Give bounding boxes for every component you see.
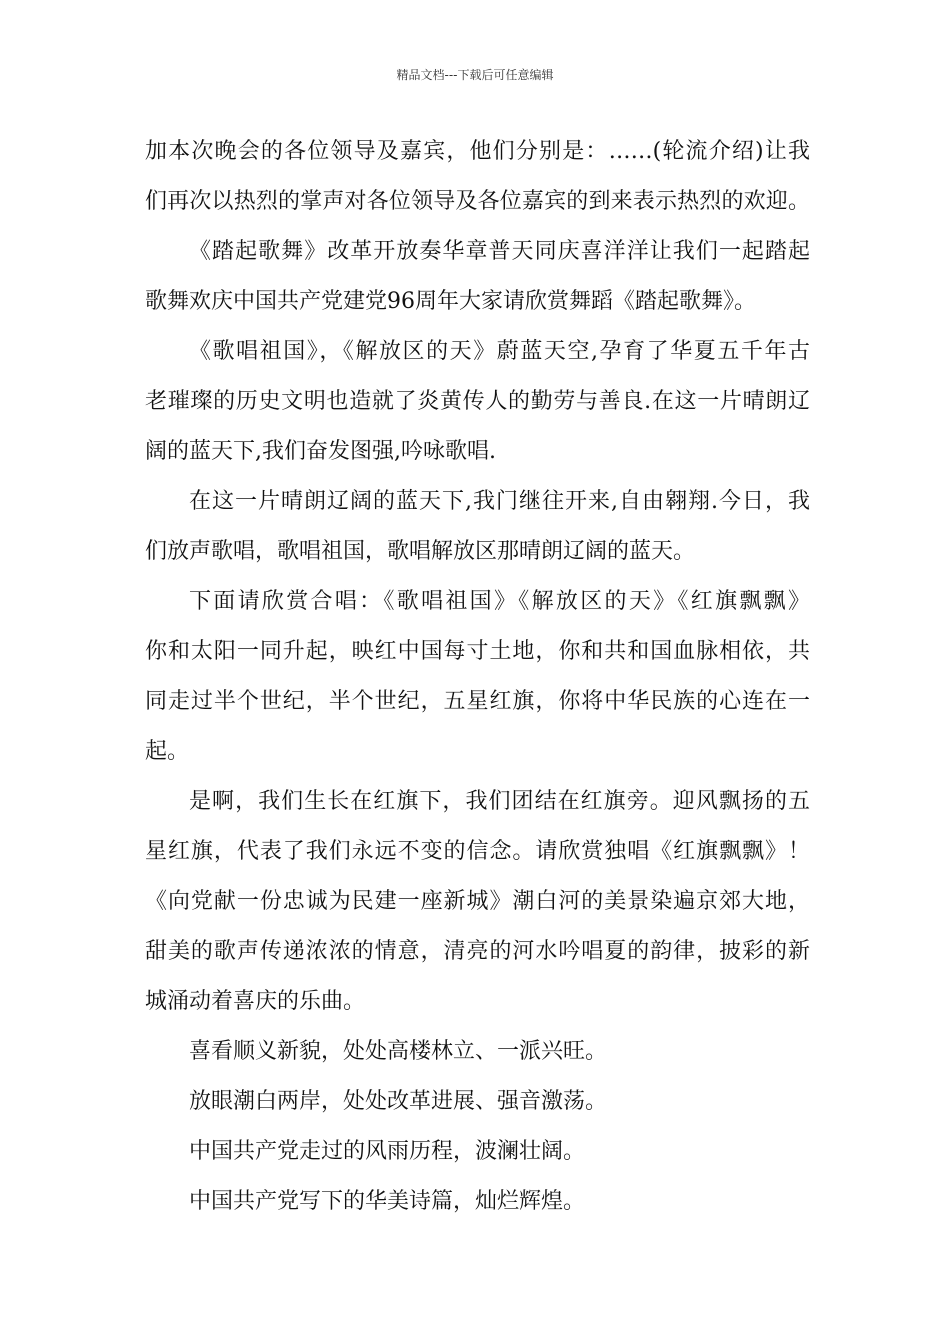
text-line: 歌舞欢庆中国共产党建党96周年大家请欣赏舞蹈《踏起歌舞》。 xyxy=(145,289,756,314)
text-line: 老璀璨的历史文明也造就了炎黄传人的勤劳与善良.在这一片晴朗辽 xyxy=(145,389,810,414)
paragraph-first-line: 是啊，我们生长在红旗下，我们团结在红旗旁。迎风飘扬的五 xyxy=(189,789,810,814)
document-body xyxy=(145,132,810,1232)
text-line: 《向党献一份忠诚为民建一座新城》潮白河的美景染遍京郊大地， xyxy=(145,889,810,914)
text-line: 甜美的歌声传递浓浓的情意，清亮的河水吟唱夏的韵律，披彩的新 xyxy=(145,939,810,964)
paragraph-first-line: 放眼潮白两岸，处处改革进展、强音激荡。 xyxy=(189,1089,608,1114)
paragraph-first-line: 中国共产党走过的风雨历程，波澜壮阔。 xyxy=(189,1139,586,1164)
text-line: 同走过半个世纪，半个世纪，五星红旗，你将中华民族的心连在一 xyxy=(145,689,810,714)
text-line: 们再次以热烈的掌声对各位领导及各位嘉宾的到来表示热烈的欢迎。 xyxy=(145,189,810,214)
paragraph-first-line: 《歌唱祖国》，《解放区的天》蔚蓝天空,孕育了华夏五千年古 xyxy=(189,339,810,364)
text-line: 们放声歌唱，歌唱祖国，歌唱解放区那晴朗辽阔的蓝天。 xyxy=(145,539,696,564)
paragraph-first-line: 下面请欣赏合唱：《歌唱祖国》《解放区的天》《红旗飘飘》 xyxy=(189,589,810,614)
paragraph-first-line: 中国共产党写下的华美诗篇，灿烂辉煌。 xyxy=(189,1189,586,1214)
text-line: 星红旗，代表了我们永远不变的信念。请欣赏独唱《红旗飘飘》！ xyxy=(145,839,810,864)
text-line: 起。 xyxy=(145,739,190,764)
page-header: 精品文档---下载后可任意编辑 xyxy=(396,68,554,82)
text-line: 你和太阳一同升起，映红中国每寸土地，你和共和国血脉相依，共 xyxy=(145,639,810,664)
text-line: 阔的蓝天下,我们奋发图强,吟咏歌唱. xyxy=(145,439,496,464)
text-line: 城涌动着喜庆的乐曲。 xyxy=(145,989,366,1014)
paragraph-first-line: 在这一片晴朗辽阔的蓝天下,我门继往开来,自由翱翔.今日，我 xyxy=(189,489,810,514)
paragraph-first-line: 喜看顺义新貌，处处高楼林立、一派兴旺。 xyxy=(189,1039,608,1064)
paragraph-first-line: 《踏起歌舞》改革开放奏华章普天同庆喜洋洋让我们一起踏起 xyxy=(189,239,810,264)
text-line: 加本次晚会的各位领导及嘉宾，他们分别是：……(轮流介绍)让我 xyxy=(145,139,810,164)
